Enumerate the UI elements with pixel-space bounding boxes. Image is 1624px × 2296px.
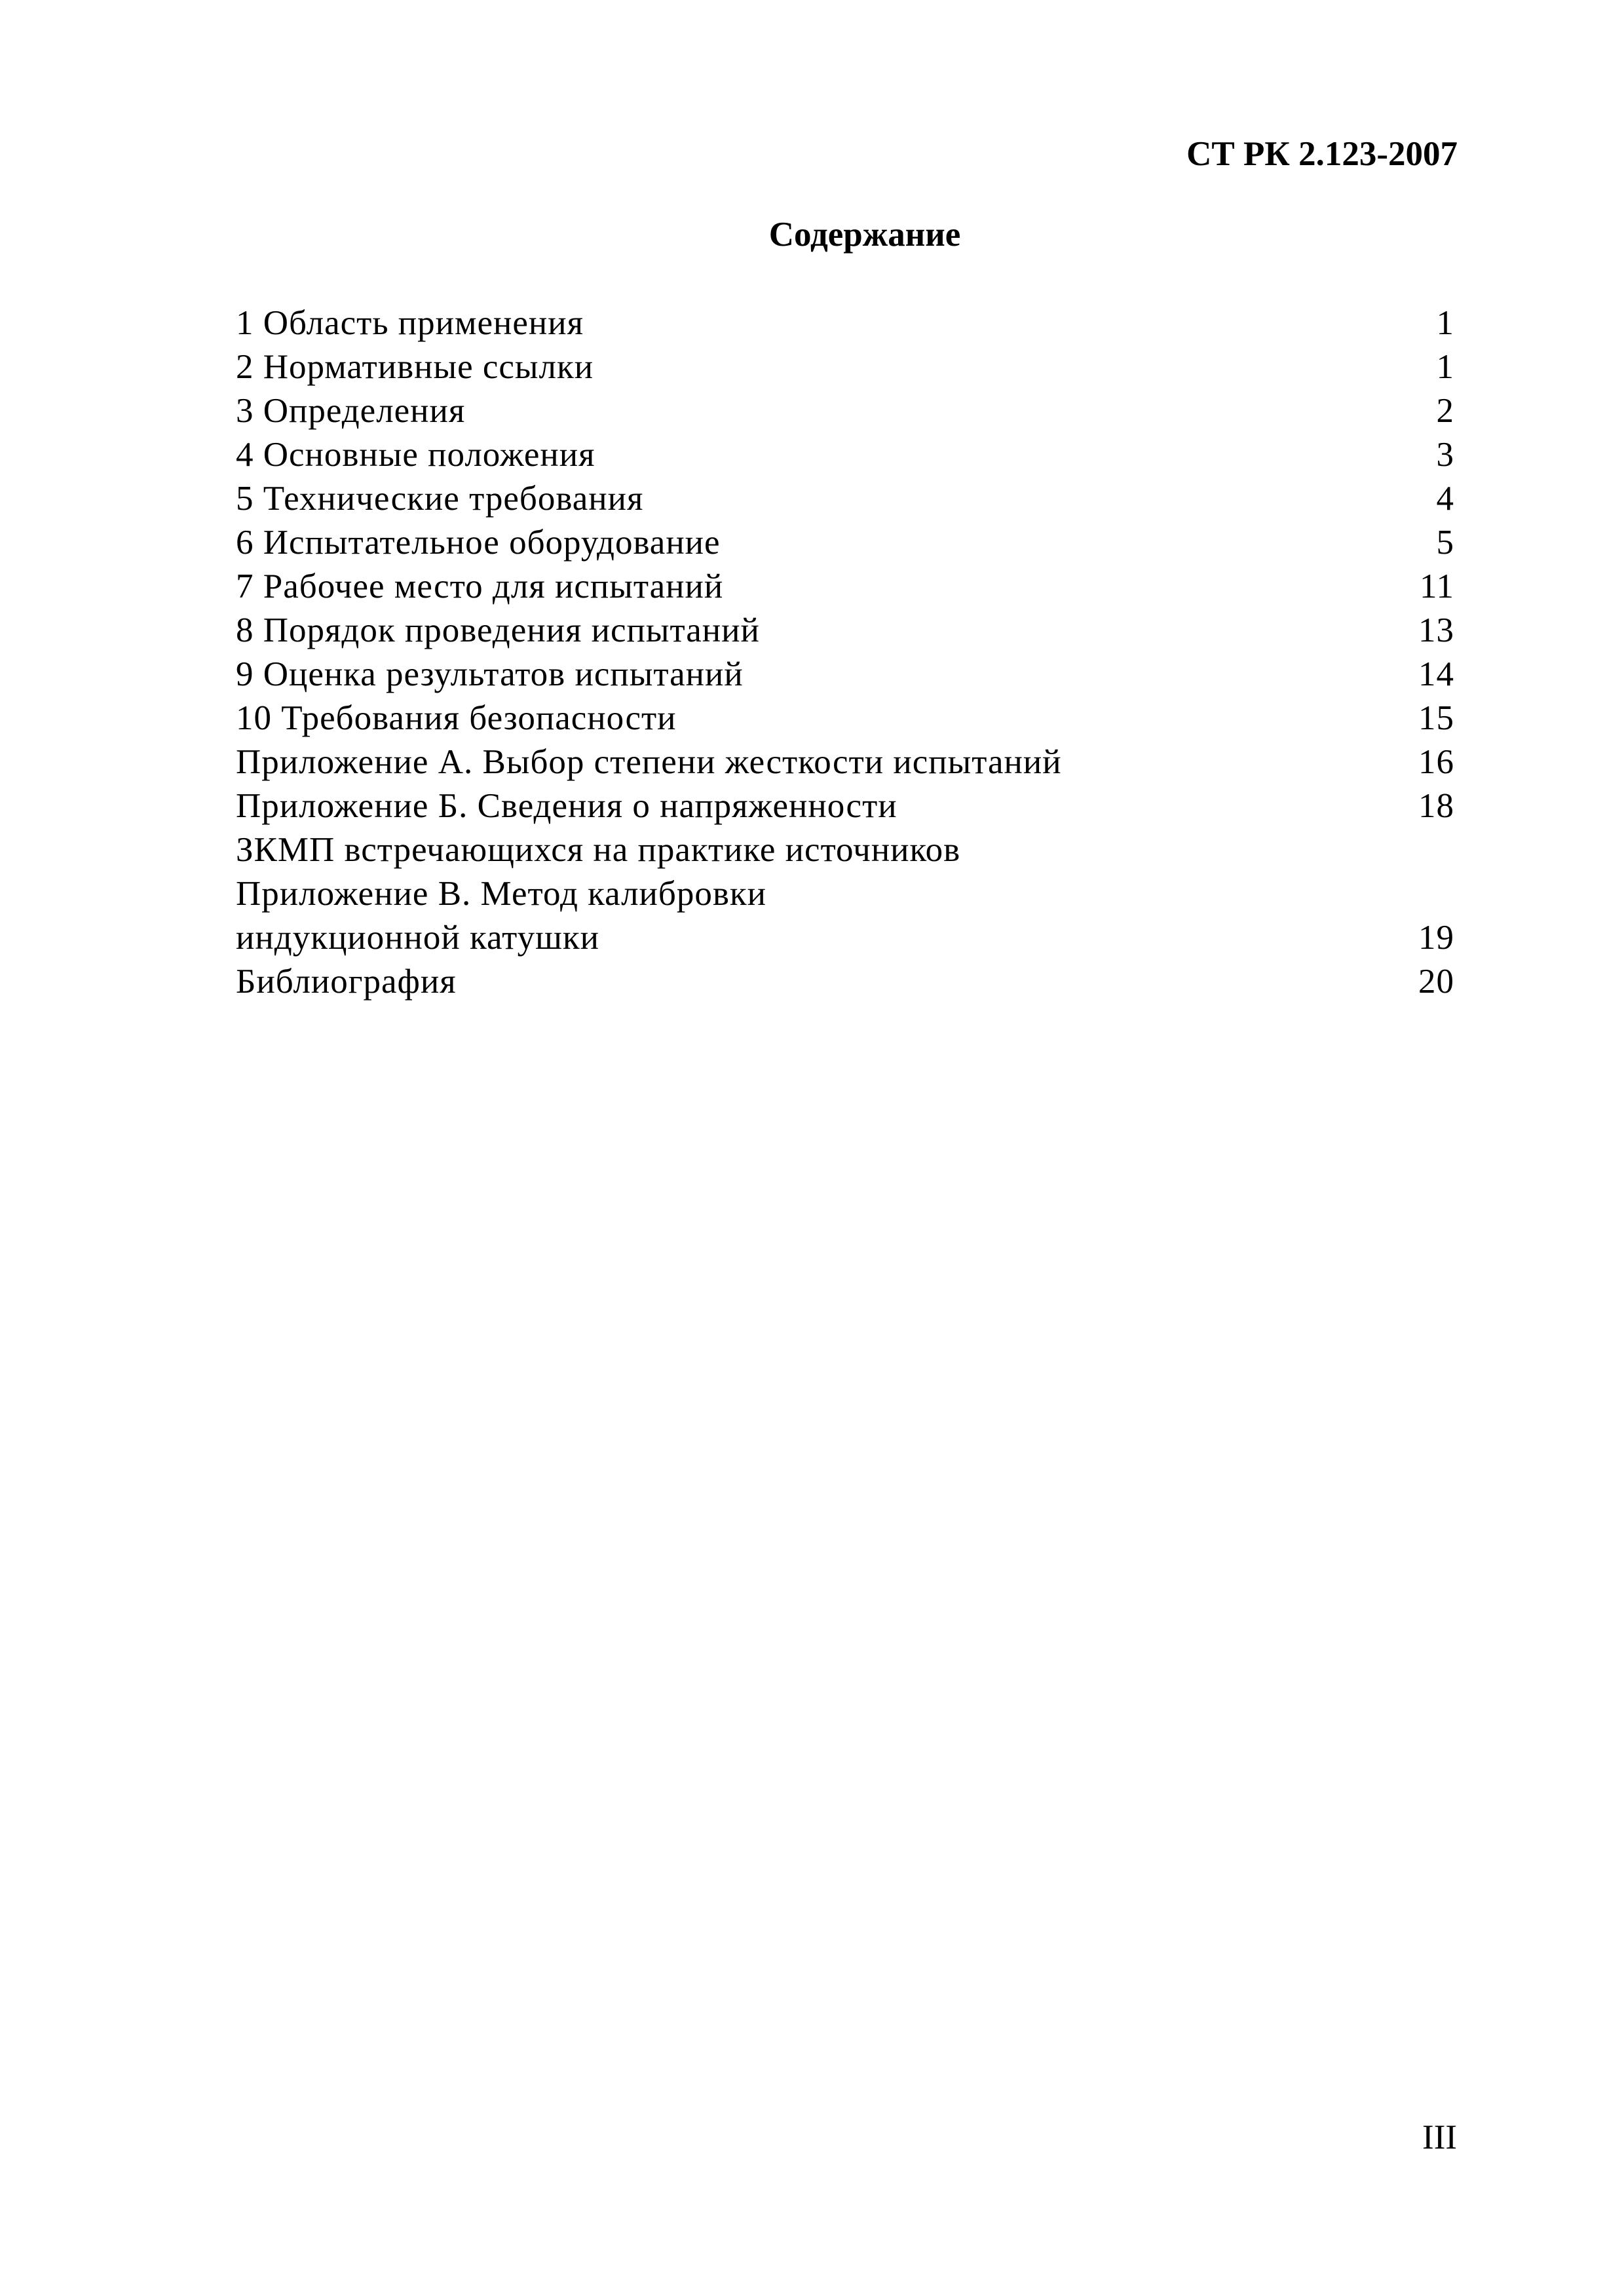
toc-entry-label: 9 Оценка результатов испытаний xyxy=(236,655,744,693)
toc-entry-page: 1 xyxy=(1436,348,1454,386)
toc-entry-label: Приложение Б. Сведения о напряженности xyxy=(236,787,897,825)
toc-entry-label: 3 Определения xyxy=(236,392,466,430)
toc-entry-page: 1 xyxy=(1436,304,1454,342)
toc-entry-label: 8 Порядок проведения испытаний xyxy=(236,611,760,649)
toc-entry-page: 2 xyxy=(1436,392,1454,430)
toc-entry-normative-references[interactable] xyxy=(236,345,1454,389)
toc-entry-label: 2 Нормативные ссылки xyxy=(236,348,594,386)
toc-entry-label: 7 Рабочее место для испытаний xyxy=(236,567,724,605)
toc-entry-page: 19 xyxy=(1418,919,1454,957)
toc-entry-appendix-v-continued[interactable] xyxy=(236,916,1454,960)
table-of-contents xyxy=(236,301,1454,1004)
toc-entry-definitions[interactable] xyxy=(236,389,1454,433)
page-number: III xyxy=(1422,2118,1457,2156)
toc-entry-label: ЗКМП встречающихся на практике источников xyxy=(236,831,961,869)
toc-entry-technical-requirements[interactable] xyxy=(236,477,1454,521)
toc-entry-appendix-a[interactable] xyxy=(236,740,1454,784)
toc-entry-label: 10 Требования безопасности xyxy=(236,699,677,737)
toc-entry-general-provisions[interactable] xyxy=(236,433,1454,477)
toc-entry-test-procedure[interactable] xyxy=(236,609,1454,653)
toc-entry-results-evaluation[interactable] xyxy=(236,653,1454,697)
toc-entry-page: 3 xyxy=(1436,436,1454,474)
toc-entry-bibliography[interactable] xyxy=(236,960,1454,1004)
toc-entry-page: 16 xyxy=(1418,743,1454,781)
toc-entry-page: 15 xyxy=(1418,699,1454,737)
toc-entry-test-workplace[interactable] xyxy=(236,565,1454,609)
toc-entry-test-equipment[interactable] xyxy=(236,521,1454,565)
toc-entry-label: 5 Технические требования xyxy=(236,480,644,518)
toc-entry-page: 4 xyxy=(1436,480,1454,518)
document-code: СТ РК 2.123-2007 xyxy=(1186,135,1458,173)
toc-entry-label: 6 Испытательное оборудование xyxy=(236,524,721,562)
toc-entry-scope[interactable] xyxy=(236,301,1454,345)
toc-entry-label: Приложение В. Метод калибровки xyxy=(236,875,767,913)
toc-entry-page: 20 xyxy=(1418,963,1454,1001)
toc-entry-label: 1 Область применения xyxy=(236,304,584,342)
toc-entry-safety-requirements[interactable] xyxy=(236,697,1454,740)
toc-entry-page: 5 xyxy=(1436,524,1454,562)
toc-entry-appendix-v[interactable] xyxy=(236,872,1454,916)
toc-entry-label: Библиография xyxy=(236,963,457,1001)
toc-entry-label: индукционной катушки xyxy=(236,919,599,957)
toc-entry-appendix-b[interactable] xyxy=(236,784,1454,828)
toc-entry-page: 13 xyxy=(1418,611,1454,649)
toc-entry-page: 14 xyxy=(1418,655,1454,693)
toc-entry-appendix-b-continued[interactable] xyxy=(236,828,1454,872)
toc-title: Содержание xyxy=(768,216,961,254)
toc-entry-label: Приложение А. Выбор степени жесткости испытаний xyxy=(236,743,1062,781)
toc-entry-label: 4 Основные положения xyxy=(236,436,595,474)
toc-entry-page: 11 xyxy=(1419,567,1454,605)
toc-entry-page: 18 xyxy=(1418,787,1454,825)
